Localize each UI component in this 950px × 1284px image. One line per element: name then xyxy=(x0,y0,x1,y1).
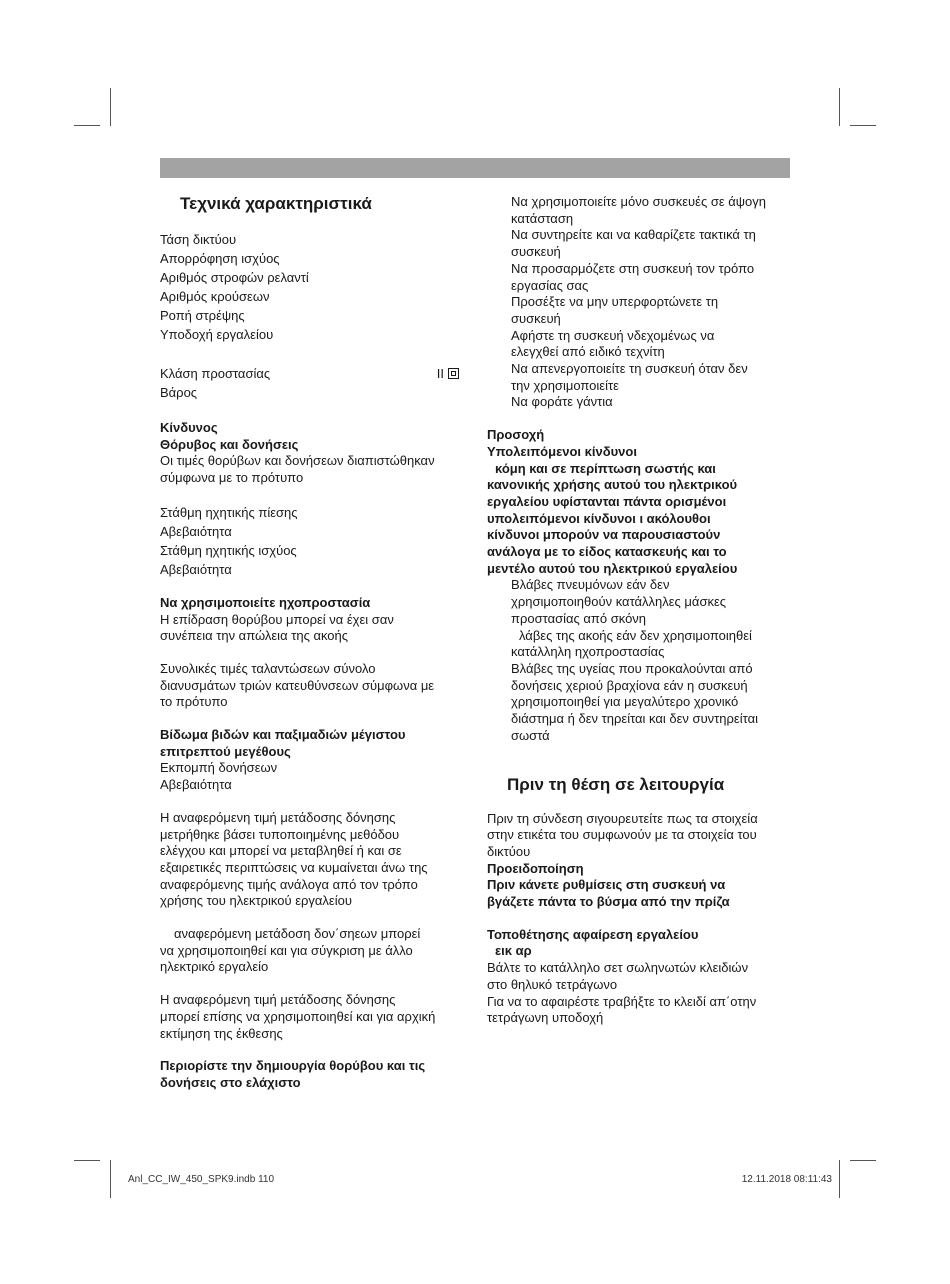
protection-class-label: Κλάση προστασίας xyxy=(160,366,271,381)
crop-mark xyxy=(839,88,840,126)
hearing-text: Η επίδραση θορύβου μπορεί να έχει σαν xyxy=(160,611,394,627)
mount-heading: εικ αρ xyxy=(495,943,532,959)
crop-mark xyxy=(839,1160,840,1198)
paragraph-line: να χρησιμοποιηθεί και για σύγκριση με άλλο xyxy=(160,942,413,958)
crop-mark xyxy=(850,1160,876,1161)
residual-text: κανονικής χρήσης αυτού του ηλεκτρικού xyxy=(487,477,738,493)
risk-item: κατάλληλη ηχοπροστασίας xyxy=(511,644,665,660)
paragraph-line: αναφερόμενη μετάδοση δον΄σηεων μπορεί xyxy=(174,926,421,942)
spec-item: Αριθμός κρούσεων xyxy=(160,289,270,304)
risk-item: προστασίας από σκόνη xyxy=(511,610,647,626)
danger-heading: Κίνδυνος xyxy=(160,420,218,435)
protection-class-value xyxy=(437,364,459,383)
risk-item: Βλάβες πνευμόνων εάν δεν xyxy=(511,577,670,593)
footer-filename: Anl_CC_IW_450_SPK9.indb 110 xyxy=(128,1174,275,1185)
tip-item: συσκευή xyxy=(511,310,561,326)
double-insulation-icon xyxy=(448,368,459,379)
tip-item: κατάσταση xyxy=(511,210,574,226)
spec-item: Ροπή στρέψης xyxy=(160,308,245,323)
startup-text: Πριν τη σύνδεση σιγουρευτείτε πως τα στοιχεία xyxy=(487,810,758,826)
vibration-text: Συνολικές τιμές ταλαντώσεων σύνολο xyxy=(160,660,376,676)
hearing-heading: Να χρησιμοποιείτε ηχοπροστασία xyxy=(160,594,371,610)
tip-item: Προσέξτε να μην υπερφορτώνετε τη xyxy=(511,294,719,310)
tip-item: συσκευή xyxy=(511,244,561,260)
vibration-text: διανυσμάτων τριών κατευθύνσεων σύμφωνα με xyxy=(160,677,435,693)
paragraph-line: χρήσης του ηλεκτρικού εργαλείου xyxy=(160,893,352,909)
left-column xyxy=(160,192,465,1092)
paragraph-line: μετρήθηκε βάσει τυποποιημένης μεθόδου xyxy=(160,826,400,842)
risk-item: σωστά xyxy=(511,727,550,743)
crop-mark xyxy=(74,1160,100,1161)
risk-item: Βλάβες της υγείας που προκαλούνται από xyxy=(511,660,753,676)
tip-item: εργασίας σας xyxy=(511,277,589,293)
startup-text: δικτύου xyxy=(487,843,531,859)
residual-text: μεντέλο αυτού του ηλεκτρικού εργαλείου xyxy=(487,560,738,576)
section-title-startup: Πριν τη θέση σε λειτουργία xyxy=(507,774,725,794)
crop-mark xyxy=(110,1160,111,1198)
footer-timestamp: 12.11.2018 08:11:43 xyxy=(741,1174,832,1185)
risk-list xyxy=(487,577,792,744)
noise-heading: Θόρυβος και δονήσεις xyxy=(160,436,299,452)
paragraph-line: Η αναφερόμενη τιμή μετάδοσης δόνησης xyxy=(160,809,396,825)
tips-list xyxy=(487,194,792,411)
risk-item: διάστημα ή δεν τηρείται και δεν συντηρείται xyxy=(511,711,758,727)
screw-heading: Βίδωμα βιδών και παξιμαδιών μέγιστου xyxy=(160,727,406,743)
header-bar xyxy=(160,158,790,178)
class-roman-numeral: II xyxy=(436,366,444,381)
sound-item: Αβεβαιότητα xyxy=(160,523,232,539)
spec-item: Απορρόφηση ισχύος xyxy=(160,251,280,266)
noise-text: Οι τιμές θορύβων και δονήσεων διαπιστώθηκαν xyxy=(160,453,435,469)
sound-item: Στάθμη ηχητικής ισχύος xyxy=(160,542,297,558)
warning-text: βγάζετε πάντα το βύσμα από την πρίζα xyxy=(487,894,730,910)
tip-item: την χρησιμοποιείτε xyxy=(511,377,619,393)
residual-text: εργαλείου υφίστανται πάντα ορισμένοι xyxy=(487,493,727,509)
warning-heading: Προειδοποίηση xyxy=(487,860,584,876)
right-column xyxy=(487,192,792,1027)
sound-item: Στάθμη ηχητικής πίεσης xyxy=(160,504,298,520)
crop-mark xyxy=(74,125,100,126)
section-title-specs: Τεχνικά χαρακτηριστικά xyxy=(180,194,372,213)
vibration-text: το πρότυπο xyxy=(160,694,228,710)
tip-item: Να φοράτε γάντια xyxy=(511,394,613,410)
paragraph-line: αναφερόμενης τιμής ανάλογα από τον τρόπο xyxy=(160,876,418,892)
paragraph-line: εξαιρετικές περιπτώσεις να κυμαίνεται άνω της xyxy=(160,859,428,875)
hearing-text: συνέπεια την απώλεια της ακοής xyxy=(160,628,349,644)
crop-mark xyxy=(110,88,111,126)
mount-text: τετράγωνη υποδοχή xyxy=(487,1010,604,1026)
risk-item: χρησιμοποιηθούν κατάλληλες μάσκες xyxy=(511,594,727,610)
protection-class-row xyxy=(160,364,465,383)
tip-item: Να απενεργοποιείτε τη συσκευή όταν δεν xyxy=(511,361,748,377)
tip-item: Να προσαρμόζετε στη συσκευή τον τρόπο xyxy=(511,260,755,276)
sound-item: Αβεβαιότητα xyxy=(160,561,232,577)
paragraph-line: ελέγχου και μπορεί να μεταβληθεί ή και σε xyxy=(160,843,402,859)
mount-text: Βάλτε το κατάλληλο σετ σωληνωτών κλειδιών xyxy=(487,960,749,976)
mount-heading: Τοποθέτησης αφαίρεση εργαλείου xyxy=(487,926,699,942)
risk-item: λάβες της ακοής εάν δεν χρησιμοποιηθεί xyxy=(519,627,752,643)
tip-item: Να συντηρείτε και να καθαρίζετε τακτικά τη xyxy=(511,227,756,243)
noise-text: σύμφωνα με το πρότυπο xyxy=(160,470,304,486)
screw-heading: επιτρεπτού μεγέθους xyxy=(160,743,291,759)
spec-item: Τάση δικτύου xyxy=(160,232,237,247)
screw-text: Αβεβαιότητα xyxy=(160,777,232,793)
limit-heading: δονήσεις στο ελάχιστο xyxy=(160,1074,301,1090)
spec-item: Υποδοχή εργαλείου xyxy=(160,327,274,342)
crop-mark xyxy=(850,125,876,126)
startup-text: στην ετικέτα του συμφωνούν με τα στοιχεία του xyxy=(487,827,757,843)
warning-text: Πριν κάνετε ρυθμίσεις στη συσκευή να xyxy=(487,877,726,893)
risk-item: χρησιμοποιηθεί για μεγαλύτερο χρονικό xyxy=(511,694,739,710)
mount-text: Για να το αφαιρέστε τραβήξτε το κλειδί απ΄οτην xyxy=(487,993,757,1009)
tip-item: Αφήστε τη συσκευή νδεχομένως να xyxy=(511,327,715,343)
residual-text: ανάλογα με το είδος κατασκευής και το xyxy=(487,544,727,560)
paragraph-line: ηλεκτρικό εργαλείο xyxy=(160,959,269,975)
caution-heading: Προσοχή xyxy=(487,427,545,443)
risk-item: δονήσεις χεριού βραχίονα εάν η συσκευή xyxy=(511,677,748,693)
paragraph-line: εκτίμηση της έκθεσης xyxy=(160,1025,283,1041)
mount-text: στο θηλυκό τετράγωνο xyxy=(487,976,618,992)
residual-text: κόμη και σε περίπτωση σωστής και xyxy=(495,460,716,476)
spec-item: Αριθμός στροφών ρελαντί xyxy=(160,270,309,285)
paragraph-line: Η αναφερόμενη τιμή μετάδοσης δόνησης xyxy=(160,992,396,1008)
paragraph-line: μπορεί επίσης να χρησιμοποιηθεί και για αρχική xyxy=(160,1008,436,1024)
limit-heading: Περιορίστε την δημιουργία θορύβου και τις xyxy=(160,1058,426,1074)
tip-item: Να χρησιμοποιείτε μόνο συσκευές σε άψογη xyxy=(511,194,767,209)
weight-label: Βάρος xyxy=(160,385,198,400)
tip-item: ελεγχθεί από ειδικό τεχνίτη xyxy=(511,344,665,360)
residual-text: κίνδυνοι μπορούν να παρουσιαστούν xyxy=(487,527,721,543)
spec-list xyxy=(160,230,465,344)
residual-heading: Υπολειπόμενοι κίνδυνοι xyxy=(487,443,637,459)
residual-text: υπολειπόμενοι κίνδυνοι ι ακόλουθοι xyxy=(487,510,711,526)
screw-text: Εκπομπή δονήσεων xyxy=(160,760,278,776)
